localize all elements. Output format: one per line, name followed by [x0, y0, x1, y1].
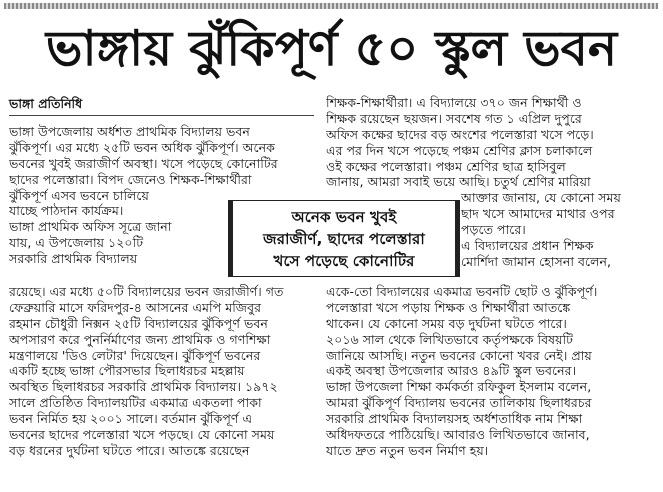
text-line: যায়, এ উপজেলায় ১২০টি	[9, 235, 144, 251]
text-line: এর পর দিন খসে পড়েছে পঞ্চম শ্রেণির ক্লাস চলাকালে	[326, 142, 593, 158]
text-line: একই অবস্থা উপজেলার আরও ৪৯টি স্কুল ভবনের।	[326, 363, 577, 379]
text-line: সরকারি প্রাথমিক বিদ্যালয়	[9, 251, 138, 267]
text-line: বড় ধরনের দুর্ঘটনা ঘটতে পারে। আতঙ্কে রয়েছেন	[9, 442, 250, 458]
text-line: ভবনের খুবই জরাজীর্ণ অবস্থা। খসে পড়েছে কোনোটির	[9, 155, 278, 171]
text-line: ওই কক্ষের পলেস্তারা। পঞ্চম শ্রেণির ছাত্র হাসিবুল	[326, 158, 566, 174]
pull-quote-right-bar	[455, 201, 459, 276]
text-line: একটি হচ্ছে ভাঙ্গা পৌরসভার ছিলাধরচর মহল্লায়	[9, 363, 245, 379]
pull-quote-left-bar	[229, 201, 233, 276]
text-line: সরকারি প্রাথমিক বিদ্যালয়সহ অর্ধশতাধিক নাম শিক্ষা	[326, 411, 583, 427]
text-line: থাকেন। যে কোনো সময় বড় দুর্ঘটনা ঘটতে পারে।	[326, 315, 567, 331]
text-line: ভাঙ্গা উপজেলায় অর্ধশত প্রাথমিক বিদ্যালয় ভবন	[9, 124, 250, 139]
top-decorative-rule	[4, 3, 658, 9]
text-line: ছাদের পলেস্তারা। বিপদ জেনেও শিক্ষক-শিক্ষার্থীরা	[9, 171, 252, 187]
text-line: যাচ্ছে পাঠদান কার্যক্রম।	[9, 203, 124, 219]
text-line: ঝুঁকিপূর্ণ এসব ভবনে চালিয়ে	[9, 187, 149, 203]
text-line: আমরা ঝুঁকিপূর্ণ বিদ্যালয় ভবনের তালিকায় ছিলাধরচর	[326, 395, 592, 411]
text-line: অধিদফতরে পাঠিয়েছি। আবারও লিখিতভাবে জানাব,	[326, 427, 590, 443]
pull-quote-text	[237, 206, 451, 272]
text-line: মোর্শিদা জামান হোসনা বলেন,	[461, 253, 612, 269]
text-line: অবস্থিত ছিলাধরচর সরকারি প্রাথমিক বিদ্যালয়। ১৯৭২	[9, 379, 278, 395]
pull-quote-line: জরাজীর্ণ, ছাদের পলেস্তারা	[263, 230, 425, 248]
byline: ভাঙ্গা প্রতিনিধি	[9, 96, 83, 111]
text-line: এ বিদ্যালয়ের প্রধান শিক্ষক	[461, 238, 594, 254]
text-line: পলেস্তারা খসে পড়ায় শিক্ষক ও শিক্ষার্থীরা আতঙ্কে	[326, 299, 571, 315]
text-line: ২০১৬ সাল থেকে লিখিতভাবে কর্তৃপক্ষকে বিষয়টি	[326, 331, 573, 347]
pull-quote-box	[228, 200, 460, 277]
text-line: পড়তে পারে।	[461, 222, 526, 238]
text-line: ভবনের ছাদের পলেস্তারা খসে পড়ছে। যে কোনো সময়	[9, 427, 275, 443]
text-line: আক্তার জানায়, যে কোনো সময়	[461, 190, 621, 206]
text-line: শিক্ষক রয়েছেন ছয়জন। সবশেষ গত ১ এপ্রিল দুপুরে	[326, 110, 582, 126]
text-line: অপসারণ করে পুনর্নির্মাণের জন্য প্রাথমিক ও গণশিক্ষা	[9, 331, 271, 347]
text-line: ফেব্রুয়ারি মাসে ফরিদপুর-৪ আসনের এমপি মজিবুর	[9, 299, 262, 315]
text-line: ভাঙ্গা উপজেলা শিক্ষা কর্মকর্তা রফিকুল ইসলাম বলেন,	[326, 379, 592, 395]
text-line: ঝুঁকিপূর্ণ। এর মধ্যে ২৫টি ভবন অধিক ঝুঁকিপূর্ণ। অনেক	[9, 139, 275, 155]
text-line: রহমান চৌধুরী নিক্সন ২৫টি বিদ্যালয়ের ঝুঁকিপূর্ণ ভবন	[9, 315, 268, 331]
text-line: জানিয়ে আসছি। নতুন ভবনের কোনো খবর নেই। প্রায়	[326, 347, 592, 363]
text-line: মন্ত্রণালয়ে 'ডিও লেটার' দিয়েছেন। ঝুঁকিপূর্ণ ভবনের	[9, 347, 261, 363]
text-line: একে-তো বিদ্যালয়ের একমাত্র ভবনটি ছোট ও ঝুঁকিপূর্ণ।	[326, 284, 598, 299]
byline-divider	[9, 115, 314, 116]
pull-quote-line: অনেক ভবন খুবই	[291, 208, 397, 226]
text-line: যাতে দ্রুত নতুন ভবন নির্মাণ হয়।	[326, 442, 489, 458]
pull-quote-line: খসে পড়েছে কোনোটির	[273, 252, 415, 270]
left-column-bottom-text	[9, 284, 315, 459]
text-line: ভাঙ্গা প্রাথমিক অফিস সূত্রে জানা	[9, 219, 172, 235]
text-line: ভবন নির্মিত হয় ২০০১ সালে। বর্তমান ঝুঁকিপূর্ণ এ	[9, 411, 253, 427]
headline: ভাঙ্গায় ঝুঁকিপূর্ণ ৫০ স্কুল ভবন	[45, 20, 618, 77]
text-line: সালে প্রতিষ্ঠিত বিদ্যালয়টির একমাত্র একতলা পাকা	[9, 395, 262, 411]
text-line: জানায়, আমরা সবাই ভয়ে আছি। চতুর্থ শ্রেণির মারিয়া	[326, 174, 591, 190]
text-line: রয়েছে। এর মধ্যে ৫০টি বিদ্যালয়ের ভবন জরাজীর্ণ। গত	[9, 284, 284, 299]
text-line: ছাদ খসে আমাদের মাথার ওপর	[461, 206, 615, 222]
right-column-bottom-text	[326, 284, 656, 459]
text-line: অফিস কক্ষের ছাদের বড় অংশের পলেস্তারা খসে পড়ে।	[326, 126, 594, 142]
text-line: শিক্ষক-শিক্ষার্থীরা। এ বিদ্যালয়ে ৩৭০ জন শিক্ষার্থী ও	[326, 95, 582, 110]
